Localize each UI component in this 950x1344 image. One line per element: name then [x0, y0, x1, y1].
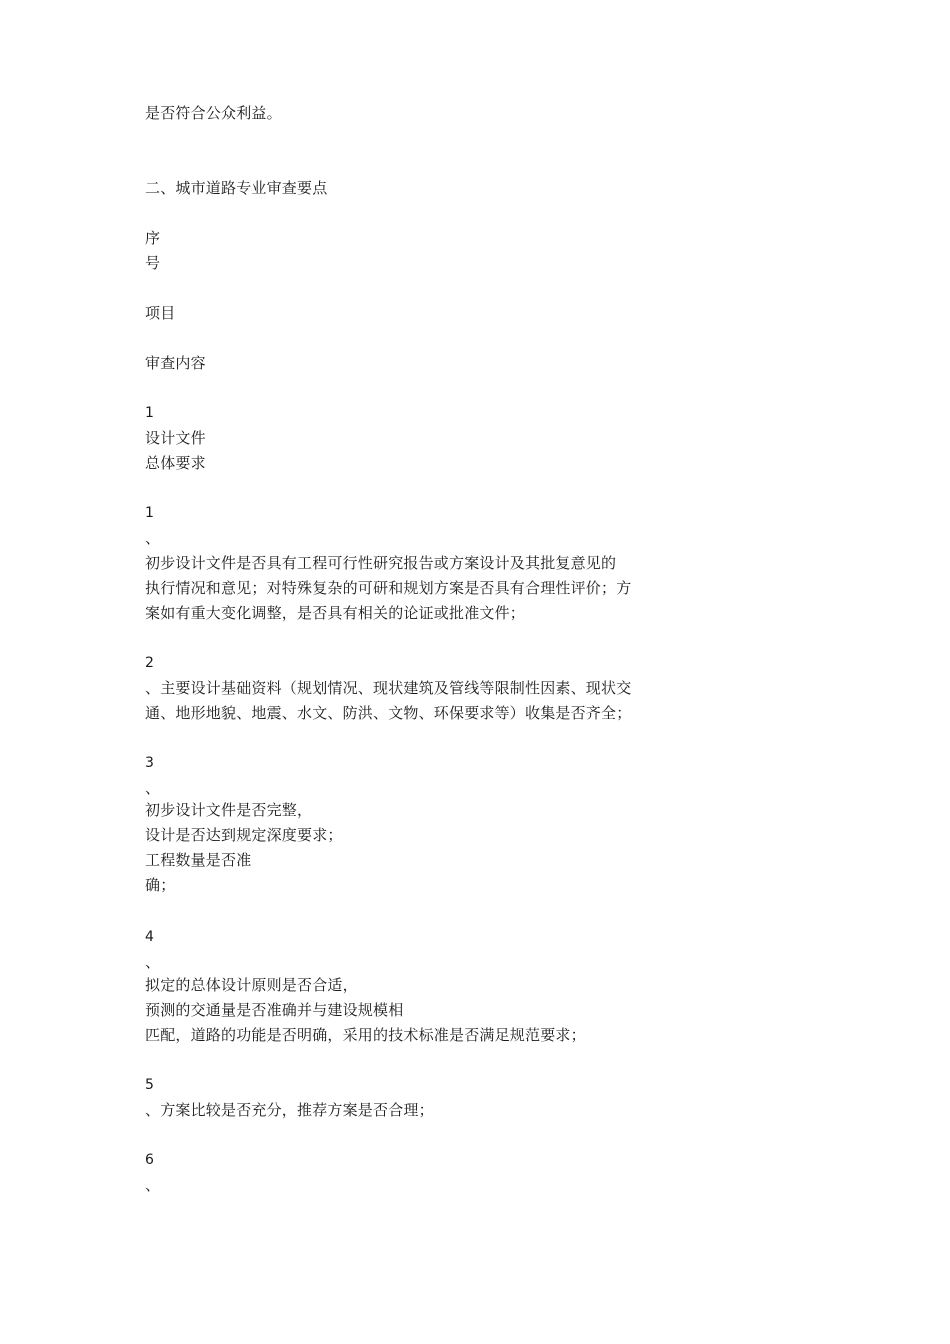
point-number: 3 [145, 755, 155, 771]
point-text-line: 通、地形地貌、地震、水文、防洪、文物、环保要求等）收集是否齐全； [145, 704, 632, 722]
point-number: 5 [145, 1077, 155, 1093]
point-text-line: 工程数量是否准 [145, 851, 252, 869]
point-text-line: 执行情况和意见；对特殊复杂的可研和规划方案是否具有合理性评价；方 [145, 579, 632, 597]
point-separator: 、 [145, 529, 161, 547]
point-text-line: 、主要设计基础资料（规划情况、现状建筑及管线等限制性因素、现状交 [145, 679, 632, 697]
point-text-line: 设计是否达到规定深度要求； [145, 826, 343, 844]
point-text-line: 拟定的总体设计原则是否合适， [145, 976, 358, 994]
point-number: 1 [145, 505, 155, 521]
section-heading: 二、城市道路专业审查要点 [145, 179, 328, 197]
point-number: 6 [145, 1152, 155, 1168]
point-text-line: 案如有重大变化调整，是否具有相关的论证或批准文件； [145, 604, 526, 622]
header-seq-line1: 序 [145, 229, 161, 247]
point-number: 4 [145, 929, 155, 945]
row-item-line2: 总体要求 [145, 454, 206, 472]
header-item: 项目 [145, 304, 176, 322]
point-text-line: 初步设计文件是否具有工程可行性研究报告或方案设计及其批复意见的 [145, 554, 617, 572]
point-separator: 、 [145, 1176, 161, 1194]
point-separator: 、 [145, 953, 161, 971]
point-separator: 、 [145, 779, 161, 797]
header-content: 审查内容 [145, 354, 206, 372]
paragraph-tail: 是否符合公众利益。 [145, 104, 282, 122]
point-text-line: 匹配，道路的功能是否明确，采用的技术标准是否满足规范要求； [145, 1026, 586, 1044]
row-item-line1: 设计文件 [145, 429, 206, 447]
point-text-line: 预测的交通量是否准确并与建设规模相 [145, 1001, 404, 1019]
point-text-line: 确； [145, 876, 176, 894]
point-number: 2 [145, 655, 155, 671]
point-text-line: 、方案比较是否充分，推荐方案是否合理； [145, 1101, 434, 1119]
point-text-line: 初步设计文件是否完整， [145, 801, 313, 819]
row-seq-number: 1 [145, 405, 155, 421]
header-seq-line2: 号 [145, 254, 161, 272]
